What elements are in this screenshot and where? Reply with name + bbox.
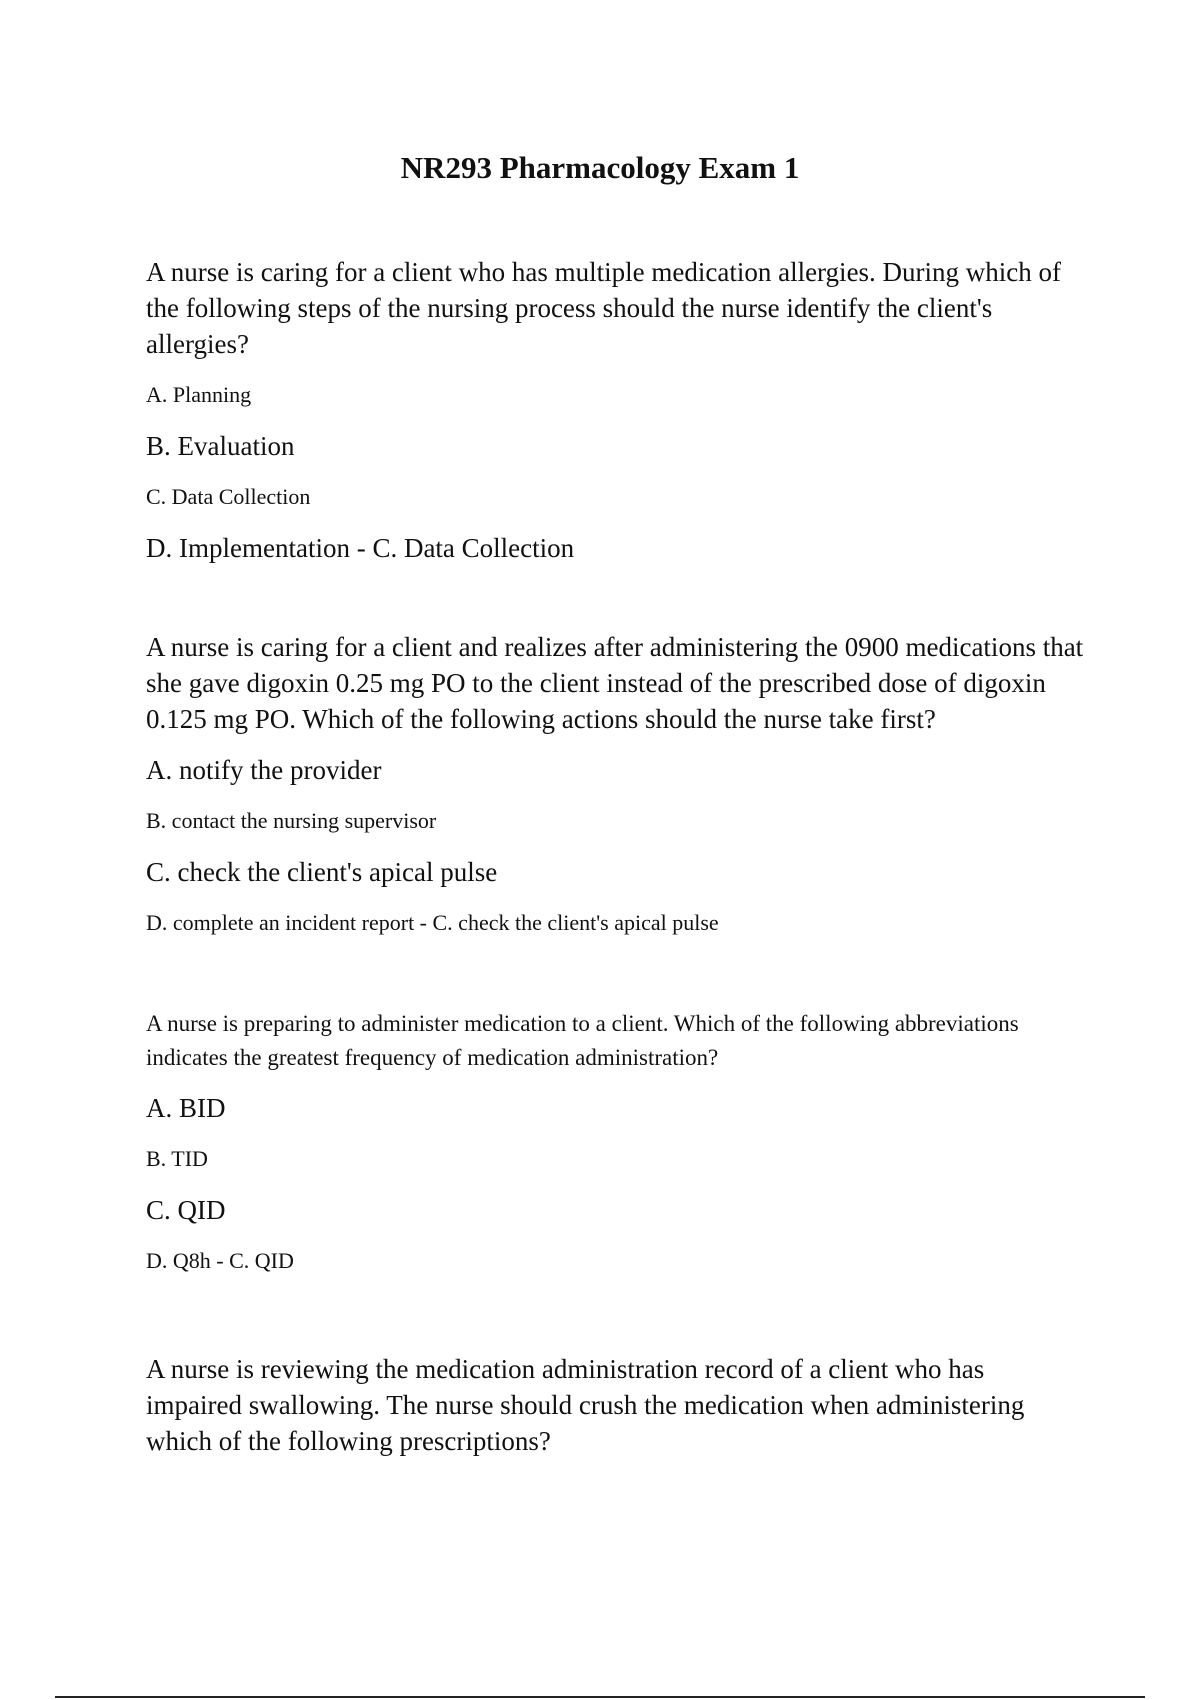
answer-option: B. TID xyxy=(146,1146,208,1171)
question-stem: A nurse is reviewing the medication administration record of a client who has impaired swallowing. The nurse should crush the medication when administering which of the following prescriptions? xyxy=(146,1354,1025,1456)
answer-option: C. Data Collection xyxy=(146,484,311,509)
answer-option: A. Planning xyxy=(146,382,252,407)
question-4 xyxy=(146,1351,1086,1459)
question-stem: A nurse is preparing to administer medication to a client. Which of the following abbreviations indicates the greatest frequency of medication administration? xyxy=(146,1011,1019,1070)
answer-option: A. BID xyxy=(146,1093,226,1123)
question-stem: A nurse is caring for a client who has multiple medication allergies. During which of the following steps of the nursing process should the nurse identify the client's allergies? xyxy=(146,257,1062,359)
question-1 xyxy=(146,254,1086,566)
answer-options xyxy=(146,377,1086,566)
answer-option: A. notify the provider xyxy=(146,755,382,785)
question-3 xyxy=(146,1007,1086,1279)
answer-option: B. Evaluation xyxy=(146,431,295,461)
question-2 xyxy=(146,629,1086,941)
answer-option: C. check the client's apical pulse xyxy=(146,857,498,887)
answer-option: D. complete an incident report - C. check the client's apical pulse xyxy=(146,910,719,935)
answer-options xyxy=(146,752,1086,941)
answer-options xyxy=(146,1090,1086,1279)
page-title: NR293 Pharmacology Exam 1 xyxy=(400,150,800,185)
answer-option: D. Q8h - C. QID xyxy=(146,1248,294,1273)
answer-option: C. QID xyxy=(146,1195,226,1225)
answer-option: D. Implementation - C. Data Collection xyxy=(146,533,575,563)
question-stem: A nurse is caring for a client and realizes after administering the 0900 medications that she gave digoxin 0.25 mg PO to the client instead of the prescribed dose of digoxin 0.125 mg PO. Which of the following actions should the nurse take first? xyxy=(146,632,1084,734)
footer-divider xyxy=(55,1696,1145,1698)
answer-option: B. contact the nursing supervisor xyxy=(146,808,437,833)
